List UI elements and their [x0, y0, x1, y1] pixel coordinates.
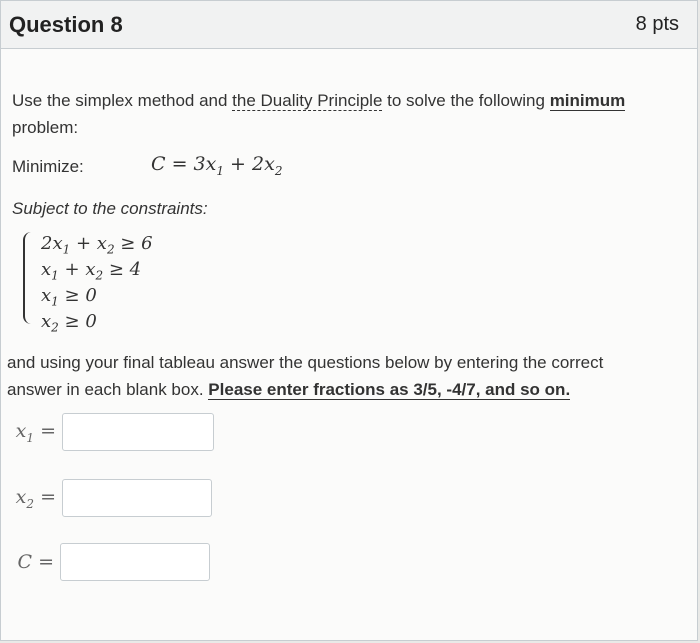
- answer-label-x2: $x_2$ =: [15, 485, 56, 511]
- intro-text-2: to solve the following: [382, 91, 550, 110]
- constraints-label: Subject to the constraints:: [12, 199, 208, 218]
- duality-principle-link[interactable]: the Duality Principle: [232, 91, 383, 110]
- answer-label-x1: $x_1$ =: [15, 419, 56, 445]
- obj-sub-2: 2: [274, 163, 283, 178]
- c-answer-input[interactable]: [60, 543, 210, 581]
- objective-function: [151, 153, 282, 178]
- constraint-brace: [23, 232, 35, 324]
- minimum-emphasis: minimum: [549, 91, 626, 110]
- constraint-3: $x_1 \ge 0$: [41, 285, 97, 309]
- obj-term-1: = 3x: [165, 153, 217, 175]
- obj-sub-1: 1: [216, 163, 224, 178]
- intro-text-1: Use the simplex method and: [12, 91, 233, 110]
- x2-answer-input[interactable]: [62, 479, 212, 517]
- intro-text-3: problem:: [12, 118, 79, 137]
- answer-row-x1: [11, 413, 214, 451]
- answer-row-x2: [11, 479, 212, 517]
- answer-label-c: C =: [17, 551, 54, 573]
- minimize-label: Minimize:: [12, 157, 84, 176]
- answer-row-c: [9, 543, 210, 581]
- fraction-format-note: Please enter fractions as 3/5, -4/7, and so on.: [208, 380, 571, 399]
- constraint-1: $2x_1 + x_2 \ge 6$: [41, 233, 153, 257]
- x1-answer-input[interactable]: [62, 413, 214, 451]
- obj-lhs: C: [151, 153, 166, 175]
- question-header: [1, 1, 697, 49]
- instructions-text: and using your final tableau answer the questions below by entering the correct answer in each blank box.: [7, 353, 604, 399]
- question-title: Question 8: [9, 11, 123, 37]
- constraint-2: $x_1 + x_2 \ge 4$: [41, 259, 142, 283]
- question-points: 8 pts: [635, 13, 679, 35]
- obj-term-2: + 2x: [224, 153, 275, 175]
- answer-instructions: [7, 349, 647, 403]
- constraint-4: $x_2 \ge 0$: [41, 311, 97, 335]
- question-intro: [12, 87, 662, 141]
